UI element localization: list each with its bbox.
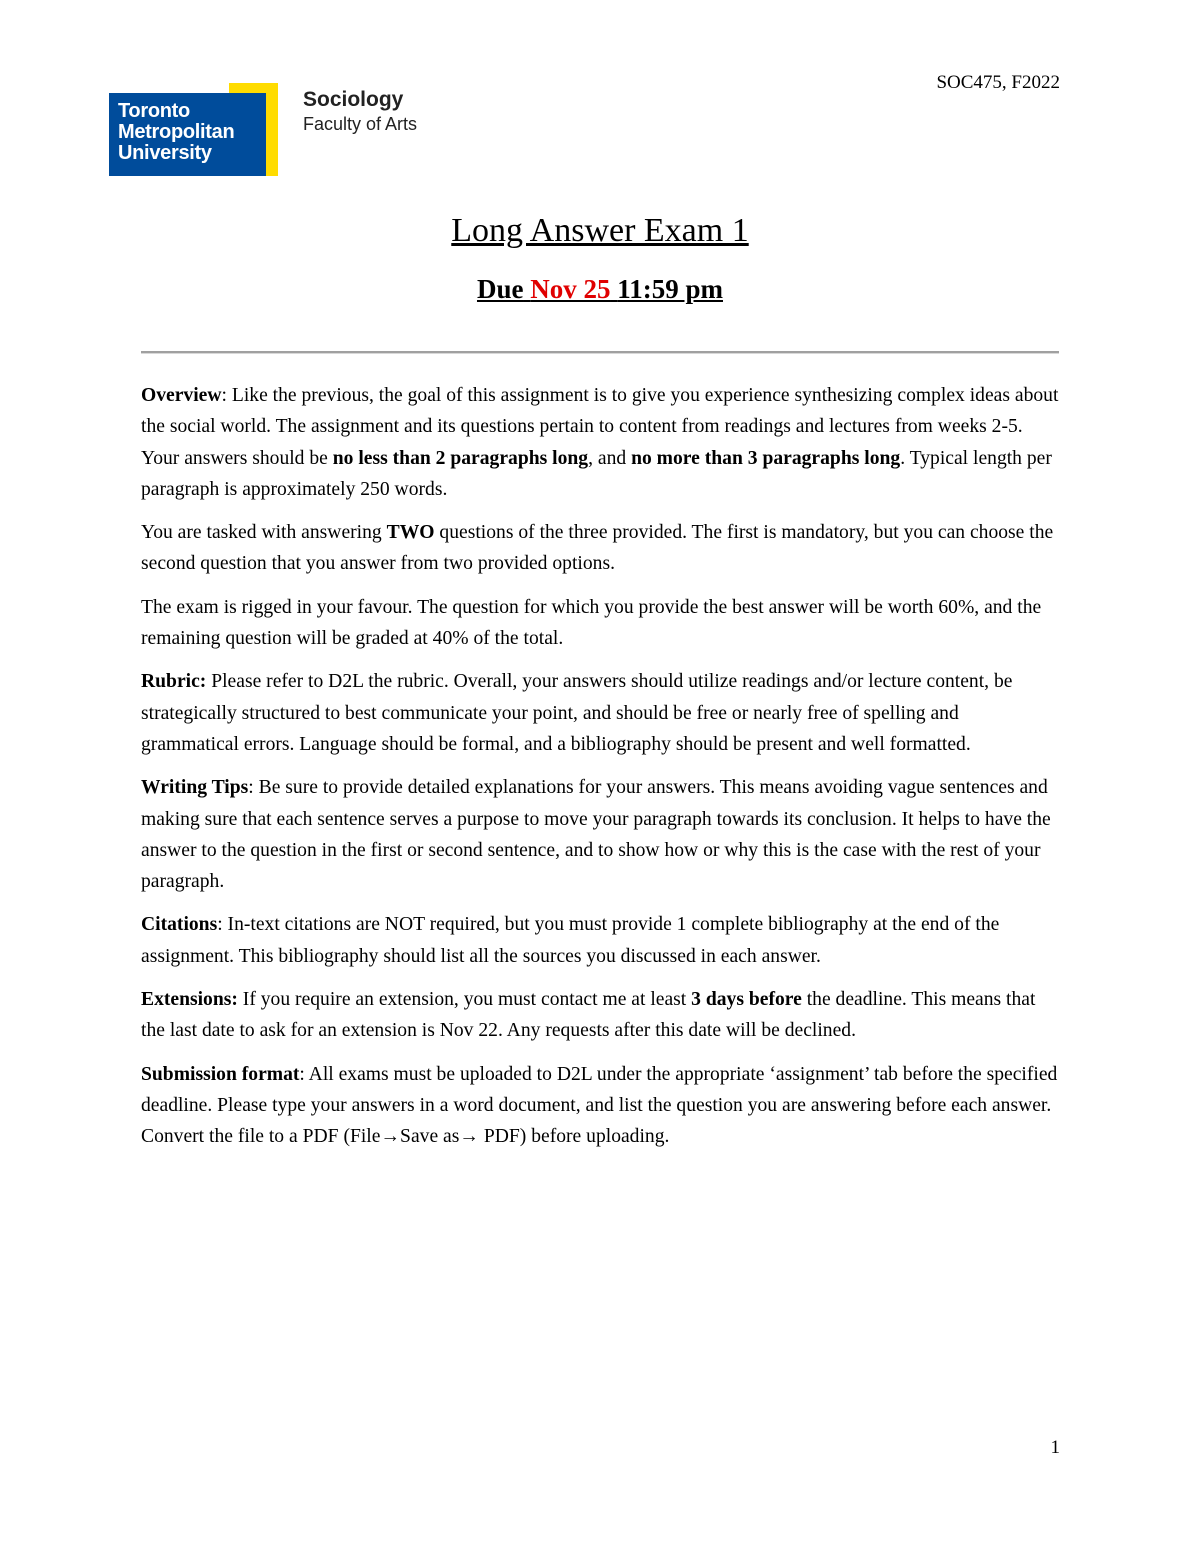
overview-label: Overview [141, 385, 222, 406]
extensions-paragraph: Extensions: If you require an extension, you must contact me at least 3 days before the deadline. This means that the last date to ask for an extension is Nov 22. Any requests after this date will be declined. [141, 989, 1036, 1042]
horizontal-rule [141, 351, 1059, 354]
submission-label: Submission format [141, 1063, 300, 1085]
department-name: Sociology [303, 88, 404, 111]
faculty-name: Faculty of Arts [303, 114, 418, 134]
instructions-body [141, 380, 1061, 1165]
logo-wordmark [118, 101, 234, 164]
logo-yellow-accent [266, 83, 278, 176]
page-number: 1 [1050, 1437, 1060, 1458]
rubric-label: Rubric: [141, 671, 207, 693]
citations-label: Citations [141, 914, 218, 936]
due-prefix: Due [476, 274, 524, 304]
page-title: Long Answer Exam 1 [451, 212, 749, 249]
submission-paragraph: Submission format: All exams must be uploaded to D2L under the appropriate ‘assignment’ tab before the specified deadline. Please type your answers in a word document, and list the question you are answering before each answer. Convert the file to a PDF (File→Save as→ PDF) before uploading. [141, 1063, 1058, 1148]
citations-paragraph: Citations: In-text citations are NOT required, but you must provide 1 complete bibliography at the end of the assignment. This bibliography should list all the sources you discussed in each answer. [141, 914, 1000, 967]
due-date-line [0, 274, 1200, 305]
tasked-paragraph: You are tasked with answering TWO questions of the three provided. The first is mandatory, but you can choose the second question that you answer from two provided options. [141, 522, 1054, 575]
logo-line-2: Metropolitan [118, 121, 235, 143]
writing-tips-label: Writing Tips [141, 777, 249, 799]
logo-department [303, 88, 417, 136]
arrow-icon: → [380, 1126, 401, 1148]
arrow-icon: → [459, 1126, 479, 1148]
rigged-paragraph: The exam is rigged in your favour. The question for which you provide the best answer will be worth 60%, and the remaining question will be graded at 40% of the total. [141, 596, 1042, 650]
due-time: 11:59 pm [617, 274, 723, 304]
due-date: Nov 25 [530, 274, 611, 304]
writing-tips-paragraph: Writing Tips: Be sure to provide detailed explanations for your answers. This means avoiding vague sentences and making sure that each sentence serves a purpose to move your paragraph towards its conclusion. It helps to have the answer to the question in the first or second sentence, and to show how or why this is the case with the rest of your paragraph. [141, 777, 1051, 893]
university-logo [109, 83, 449, 178]
overview-paragraph: Overview: Like the previous, the goal of this assignment is to give you experience synthesizing complex ideas about the social world. The assignment and its questions pertain to content from readings and lectures from weeks 2-5. Your answers should be no less than 2 paragraphs long, and no more than 3 paragraphs long. Typical length per paragraph is approximately 250 words. [141, 385, 1059, 500]
logo-line-1: Toronto [118, 100, 190, 122]
extensions-label: Extensions: [141, 989, 238, 1011]
rubric-paragraph: Rubric: Please refer to D2L the rubric. Overall, your answers should utilize readings and/or lecture content, be strategically structured to best communicate your point, and should be free or nearly free of spelling and grammatical errors. Language should be formal, and a bibliography should be present and well formatted. [141, 671, 1013, 755]
course-code: SOC475, F2022 [936, 72, 1060, 93]
logo-line-3: University [118, 142, 212, 164]
